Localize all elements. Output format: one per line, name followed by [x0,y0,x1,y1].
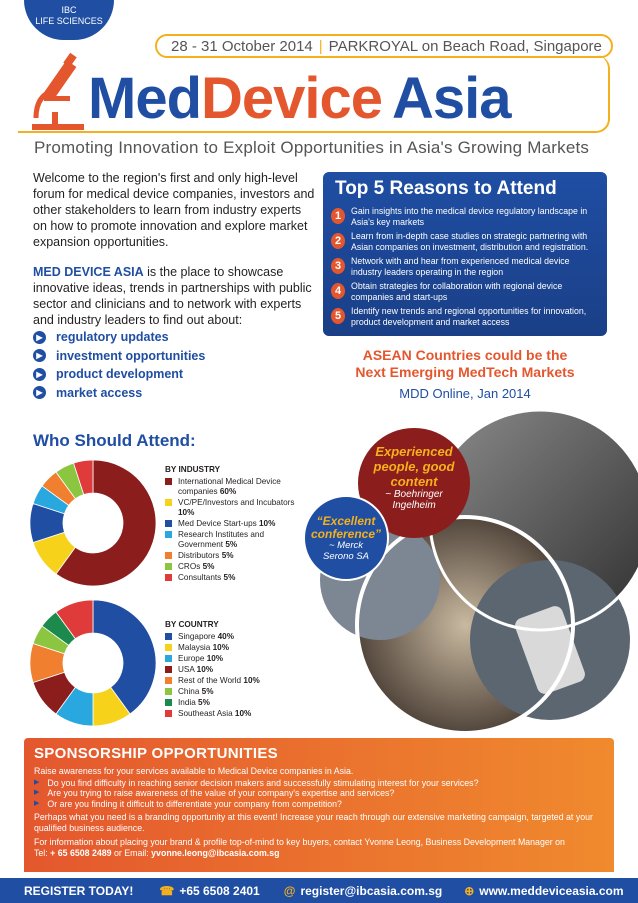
testimonial-text: “Excellent [316,514,376,528]
reason-item [331,206,599,227]
legend-item [165,477,295,497]
badge-line1: IBC [61,5,77,15]
reason-number: 5 [331,308,345,324]
legend-swatch [165,688,172,695]
topic-item [33,365,313,384]
testimonial-attribution: ~ Boehringer [385,489,443,500]
testimonial-attribution: ~ Merck [328,540,364,551]
reason-item [331,306,599,327]
contact-email[interactable]: yvonne.leong@ibcasia.com.sg [151,847,280,858]
country-donut-chart [28,598,158,728]
top-5-reasons-panel [323,172,607,336]
triangle-bullet-icon: ▶ [34,799,40,807]
intro-paragraph-2-text: is the place to showcase innovative ideas, trends in partnerships with public sector and clinicians and to network with experts and industry leaders to find out about: [33,265,312,327]
logo-med: Med [88,66,201,131]
quote-line: ASEAN Countries could be the [362,347,568,363]
at-icon: @ [283,883,296,898]
legend-item [165,498,295,518]
sponsorship-title: SPONSORSHIP OPPORTUNITIES [34,745,278,762]
or-text: or Email: [111,847,152,858]
legend-label: Med Device Start-ups 10% [178,519,276,528]
phone-icon: ☎ [159,883,175,898]
legend-swatch [165,552,172,559]
legend-label: Research Institutes and Government 5% [178,530,265,549]
triangle-bullet-icon: ▶ [34,789,40,796]
event-dates: 28 - 31 October 2014 [171,38,313,55]
tagline: Promoting Innovation to Exploit Opportunities in Asia's Growing Markets [34,138,590,157]
event-date-venue: 28 - 31 October 2014 | PARKROYAL on Beach Road, Singapore [155,34,613,58]
reason-text: Obtain strategies for collaboration with regional device companies and start-ups [351,281,563,302]
event-venue: PARKROYAL on Beach Road, Singapore [328,38,602,55]
brand-name: MED DEVICE ASIA [33,265,144,279]
play-bullet-icon: ▶ [33,368,46,381]
legend-swatch [165,531,172,538]
reason-item [331,231,599,252]
legend-item [165,530,295,550]
legend-swatch [165,633,172,640]
reason-number: 4 [331,283,345,299]
legend-item [165,562,295,572]
play-bullet-icon: ▶ [33,349,46,362]
question-item [34,778,604,789]
legend-item [165,676,295,686]
legend-title: BY COUNTRY [165,620,219,629]
legend-title: BY INDUSTRY [165,465,221,474]
legend-item [165,654,295,664]
legend-label: Rest of the World 10% [178,676,260,685]
topic-item [33,384,313,403]
play-bullet-icon: ▶ [33,386,46,399]
sponsorship-panel [24,738,614,872]
legend-label: VC/PE/Investors and Incubators 10% [178,498,295,517]
testimonial-text: people, good [373,459,455,474]
legend-item [165,643,295,653]
testimonial-text: Experienced [375,444,453,459]
legend-item [165,519,295,529]
sponsorship-paragraph: Perhaps what you need is a branding opportunity at this event! Increase your reach through our extensive marketing campaign, targeted at your qualified business audience. [34,812,593,833]
topic-label: market access [56,385,143,400]
question-text: Or are you finding it difficult to differentiate your company from competition? [47,798,342,809]
top-5-title: Top 5 Reasons to Attend [335,178,557,199]
reason-item [331,281,599,302]
reason-text: Gain insights into the medical device regulatory landscape in Asia's key markets [351,206,588,227]
legend-swatch [165,563,172,570]
legend-label: Malaysia 10% [178,643,229,652]
triangle-bullet-icon: ▶ [34,778,40,786]
legend-label: Europe 10% [178,654,224,663]
reason-text: Learn from in-depth case studies on strategic partnering with Asian companies on investment, distribution and registration. [351,231,589,252]
event-logo [88,66,511,132]
testimonial-attribution: Ingelheim [392,500,436,511]
globe-icon: ⊕ [464,883,475,898]
question-item [34,788,604,799]
legend-item [165,665,295,675]
topic-item [33,347,313,366]
legend-swatch [165,574,172,581]
topic-label: investment opportunities [56,348,206,363]
reason-text: Identify new trends and regional opportunities for innovation, product development and market access [351,306,587,327]
legend-item [165,709,295,719]
legend-label: India 5% [178,698,210,707]
testimonial-text: content [390,474,438,489]
legend-item [165,573,295,583]
who-should-attend-title: Who Should Attend: [33,431,196,450]
topics-list [33,328,313,402]
footer-website[interactable]: www.meddeviceasia.com [479,883,624,898]
legend-item [165,698,295,708]
legend-label: China 5% [178,687,214,696]
legend-label: International Medical Device companies 60% [178,477,281,496]
question-text: Are you trying to raise awareness of the value of your company's expertise and services? [47,788,395,798]
tel-label: Tel: [34,847,51,858]
testimonial-attribution: Serono SA [323,550,369,562]
legend-swatch [165,655,172,662]
play-bullet-icon: ▶ [33,331,46,344]
industry-legend [165,465,295,584]
ibc-badge [24,0,114,40]
legend-swatch [165,644,172,651]
topic-item [33,328,313,347]
logo-asia: Asia [392,66,511,131]
register-cta[interactable]: REGISTER TODAY! [24,883,134,898]
question-item [34,799,604,810]
legend-swatch [165,520,172,527]
country-legend [165,620,295,720]
sponsorship-questions [34,778,604,810]
testimonial-bubble-merck [303,495,389,581]
asean-quote [323,347,607,381]
sponsorship-intro: Raise awareness for your services available to Medical Device companies in Asia. [34,766,354,776]
footer-phone[interactable]: +65 6508 2401 [179,883,260,898]
question-text: Do you find difficulty in reaching senior decision makers and successfully stimulating interest for your services? [47,777,479,788]
topic-label: product development [56,367,184,382]
legend-swatch [165,677,172,684]
legend-label: Distributors 5% [178,551,234,560]
legend-item [165,687,295,697]
footer-bar [0,878,638,903]
quote-source: MDD Online, Jan 2014 [399,386,531,401]
legend-label: CROs 5% [178,562,215,571]
badge-line2: LIFE SCIENCES [35,16,103,26]
quote-line: Next Emerging MedTech Markets [355,364,575,380]
legend-label: USA 10% [178,665,214,674]
reason-number: 1 [331,208,345,224]
legend-swatch [165,478,172,485]
legend-swatch [165,710,172,717]
reason-text: Network with and hear from experienced medical device industry leaders operating in the region [351,256,570,277]
legend-label: Singapore 40% [178,632,234,641]
legend-label: Southeast Asia 10% [178,709,252,718]
industry-donut-chart [28,458,158,588]
legend-swatch [165,499,172,506]
intro-paragraph: Welcome to the region's first and only high-level forum for medical device companies, investors and other stakeholders to learn from industry experts on how to promote innovation and explore market expansion opportunities. [33,171,315,249]
reason-number: 2 [331,233,345,249]
topic-label: regulatory updates [56,330,169,345]
logo-device: Device [201,66,383,131]
intro-paragraph-2 [33,264,315,328]
legend-label: Consultants 5% [178,573,236,582]
testimonial-text: conference” [310,527,382,541]
legend-swatch [165,666,172,673]
contact-text: For information about placing your brand & profile top-of-mind to key buyers, contact Yvonne Leong, Business Development Manager on [34,837,565,847]
legend-item [165,551,295,561]
sponsorship-contact [34,837,604,858]
contact-phone: + 65 6508 2489 [50,847,112,858]
reason-number: 3 [331,258,345,274]
microscope-icon [26,50,90,134]
legend-swatch [165,699,172,706]
legend-item [165,632,295,642]
reason-item [331,256,599,277]
footer-email[interactable]: register@ibcasia.com.sg [300,883,443,898]
